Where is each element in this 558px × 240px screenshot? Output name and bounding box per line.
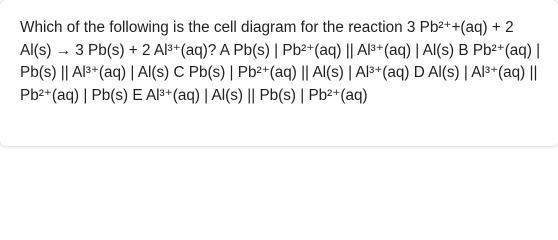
question-text: Which of the following is the cell diagram for the reaction 3 Pb²⁺+(aq) + 2 Al(s) → 3 Pb(s) + 2 Al³⁺(aq)? A Pb(s) | Pb²⁺(aq) || Al³⁺(aq) | Al(s) B Pb²⁺(aq) | Pb(s) || Al³⁺(aq) | Al(s) C Pb(s) | Pb²⁺(aq) || Al(s) | Al³⁺(aq) D Al(s) | Al³⁺(aq) || Pb²⁺(aq) | Pb(s) E Al³⁺(aq) | Al(s) || Pb(s) | Pb²⁺(aq): [20, 19, 541, 104]
